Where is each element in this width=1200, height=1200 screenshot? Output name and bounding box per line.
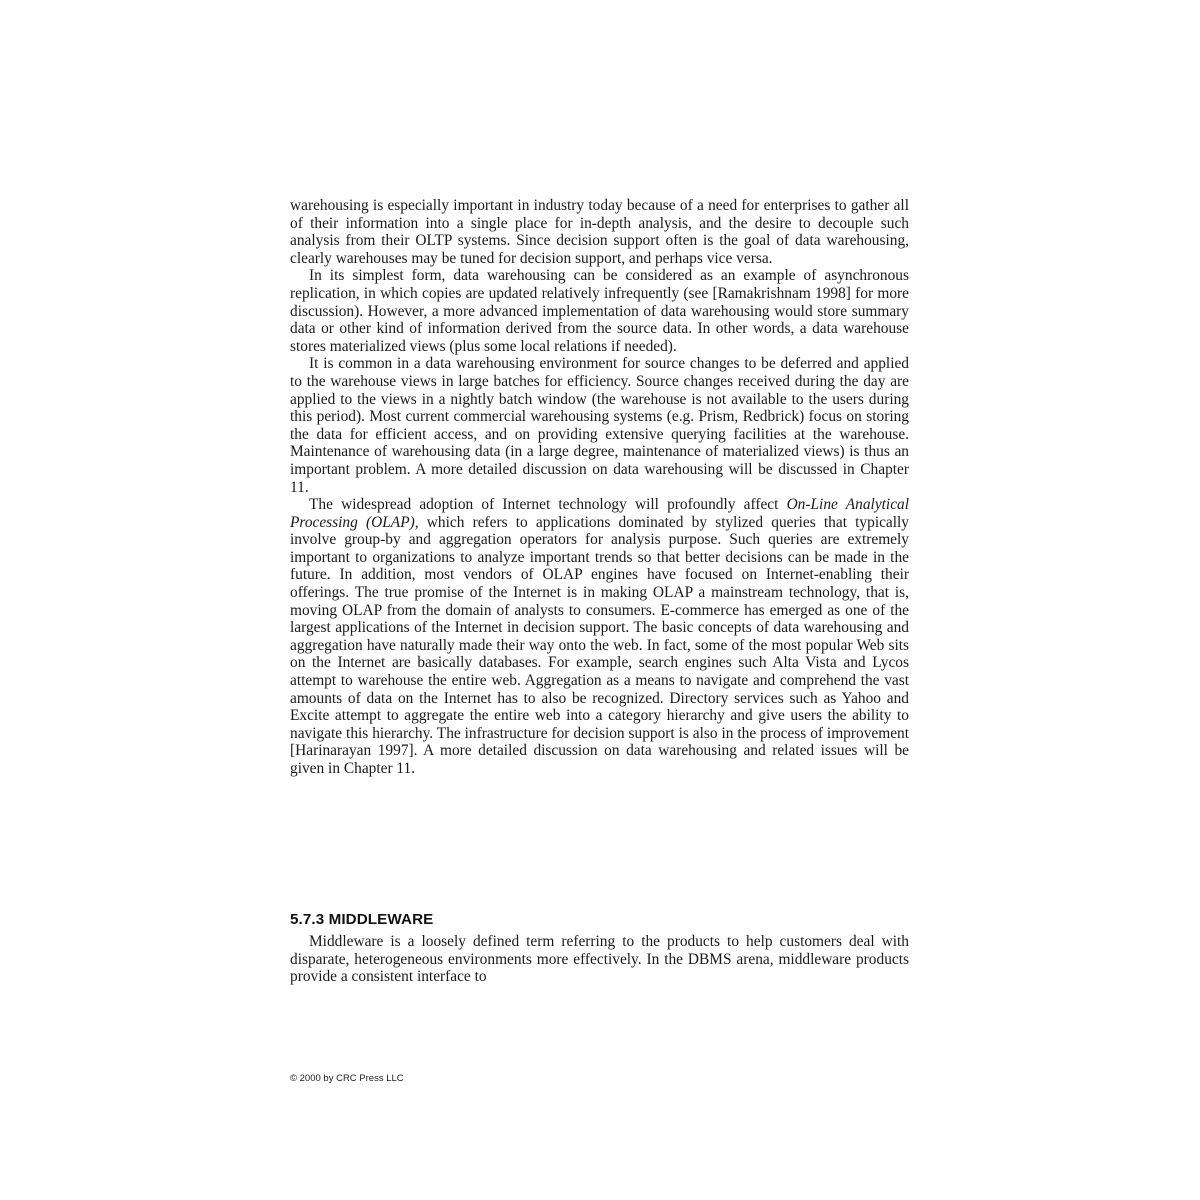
section-body-text (290, 933, 909, 986)
paragraph-text: warehousing is especially important in industry today because of a need for enterprises to gather all of their information into a single place for in-depth analysis, and the desire to decouple such analysis from their OLTP systems. Since decision support often is the goal of data warehousing, clearly warehouses may be tuned for decision support, and perhaps vice versa. (290, 197, 909, 267)
paragraph-middleware (290, 933, 909, 986)
paragraph-simplest-form (290, 267, 909, 355)
copyright-footer: © 2000 by CRC Press LLC (290, 1073, 404, 1084)
olap-term: On-Line Analytical Processing (OLAP), (290, 496, 910, 531)
paragraph-text: It is common in a data warehousing environment for source changes to be deferred and applied to the warehouse views in large batches for efficiency. Source changes received during the day are applied to the views in a nightly batch window (the warehouse is not available to the users during this period). Most current commercial warehousing systems (e.g. Prism, Redbrick) focus on storing the data for efficient access, and on providing extensive querying facilities at the warehouse. Maintenance of warehousing data (in a large degree, maintenance of materialized views) is thus an important problem. A more detailed discussion on data warehousing will be discussed in Chapter 11. (290, 355, 909, 496)
paragraph-warehousing-intro (290, 197, 909, 267)
section-heading: 5.7.3 MIDDLEWARE (290, 911, 434, 928)
paragraph-text: In its simplest form, data warehousing can be considered as an example of asynchronous replication, in which copies are updated relatively infrequently (see [Ramakrishnam 1998] for more discussion). However, a more advanced implementation of data warehousing would store summary data or other kind of information derived from the source data. In other words, a data warehouse stores materialized views (plus some local relations if needed). (290, 267, 909, 355)
paragraph-olap (290, 496, 909, 778)
paragraph-text: The widespread adoption of Internet technology will profoundly affect (309, 496, 787, 514)
paragraph-text: Middleware is a loosely defined term referring to the products to help customers deal with disparate, heterogeneous environments more effectively. In the DBMS arena, middleware products provide a consistent interface to (290, 933, 909, 986)
paragraph-source-changes (290, 355, 909, 496)
paragraph-text: which refers to applications dominated by stylized queries that typically involve group-by and aggregation operators for analysis purpose. Such queries are extremely important to organizations to analyze important trends so that better decisions can be made in the future. In addition, most vendors of OLAP engines have focused on Internet-enabling their offerings. The true promise of the Internet is in making OLAP a mainstream technology, that is, moving OLAP from the domain of analysts to consumers. E-commerce has emerged as one of the largest applications of the Internet in decision support. The basic concepts of data warehousing and aggregation have naturally made their way onto the web. In fact, some of the most popular Web sits on the Internet are basically databases. For example, search engines such Alta Vista and Lycos attempt to warehouse the entire web. Aggregation as a means to navigate and comprehend the vast amounts of data on the Internet has to also be recognized. Directory services such as Yahoo and Excite attempt to aggregate the entire web into a category hierarchy and give users the ability to navigate this hierarchy. The infrastructure for decision support is also in the process of improvement [Harinarayan 1997]. A more detailed discussion on data warehousing and related issues will be given in Chapter 11. (290, 513, 910, 777)
body-text (290, 197, 909, 778)
